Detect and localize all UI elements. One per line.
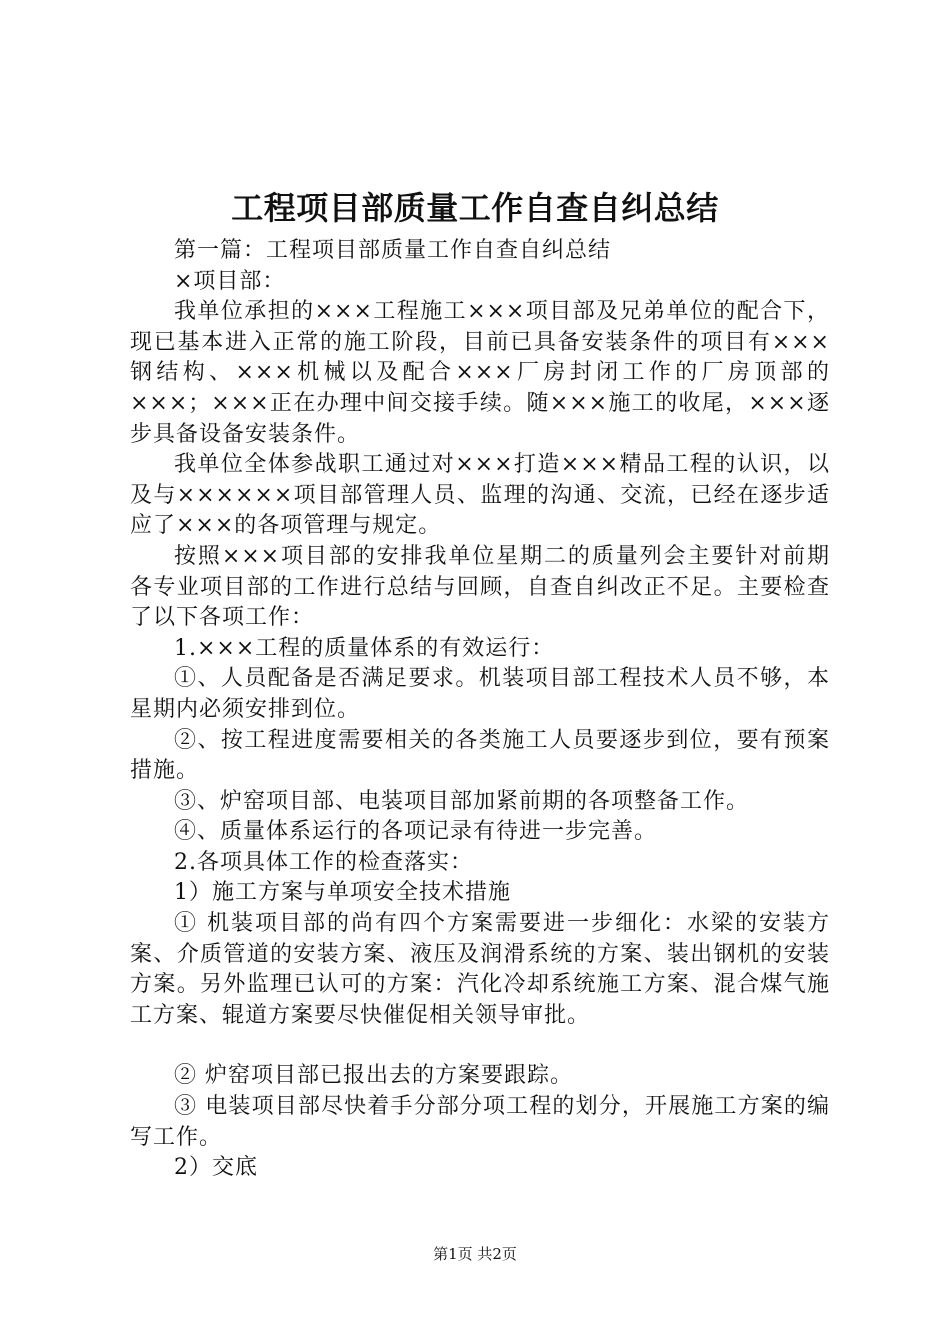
- paragraph: ④、质量体系运行的各项记录有待进一步完善。: [174, 819, 658, 845]
- paragraph: 按照×××项目部的安排我单位星期二的质量列会主要针对前期各专业项目部的工作进行总结与回顾，自查自纠改正不足。主要检查了以下各项工作：: [130, 543, 830, 631]
- paragraph: ③ 电装项目部尽快着手分部分项工程的划分，开展施工方案的编写工作。: [130, 1094, 830, 1150]
- paragraph: ① 机装项目部的尚有四个方案需要进一步细化：水梁的安装方案、介质管道的安装方案、液压及润滑系统的方案、装出钢机的安装方案。另外监理已认可的方案：汽化冷却系统施工方案、混合煤气施工方案、辊道方案要尽快催促相关领导审批。: [130, 911, 830, 1028]
- paragraph: 我单位承担的×××工程施工×××项目部及兄弟单位的配合下，现已基本进入正常的施工阶段，目前已具备安装条件的项目有×××钢结构、×××机械以及配合×××厂房封闭工作的厂房顶部的×××；×××正在办理中间交接手续。随×××施工的收尾，×××逐步具备设备安装条件。: [130, 299, 830, 447]
- paragraph: 2.各项具体工作的检查落实：: [174, 849, 473, 875]
- document-body: [130, 236, 830, 1184]
- paragraph: 我单位全体参战职工通过对×××打造×××精品工程的认识，以及与××××××项目部管理人员、监理的沟通、交流，已经在逐步适应了×××的各项管理与规定。: [130, 452, 830, 539]
- paragraph: 第一篇：工程项目部质量工作自查自纠总结: [174, 238, 612, 263]
- paragraph: 2）交底: [174, 1155, 258, 1181]
- document-title: 工程项目部质量工作自查自纠总结: [231, 189, 719, 227]
- paragraph: 1）施工方案与单项安全技术措施: [174, 880, 511, 906]
- paragraph: 1.×××工程的质量体系的有效运行：: [174, 635, 555, 661]
- paragraph: ①、人员配备是否满足要求。机装项目部工程技术人员不够，本星期内必须安排到位。: [130, 666, 830, 722]
- page-number-footer: 第1页 共2页: [433, 1245, 517, 1263]
- paragraph: ×项目部：: [174, 268, 286, 294]
- paragraph: ②、按工程进度需要相关的各类施工人员要逐步到位，要有预案措施。: [130, 727, 830, 784]
- paragraph: ② 炉窑项目部已报出去的方案要跟踪。: [174, 1063, 573, 1089]
- paragraph: ③、炉窑项目部、电装项目部加紧前期的各项整备工作。: [174, 788, 750, 814]
